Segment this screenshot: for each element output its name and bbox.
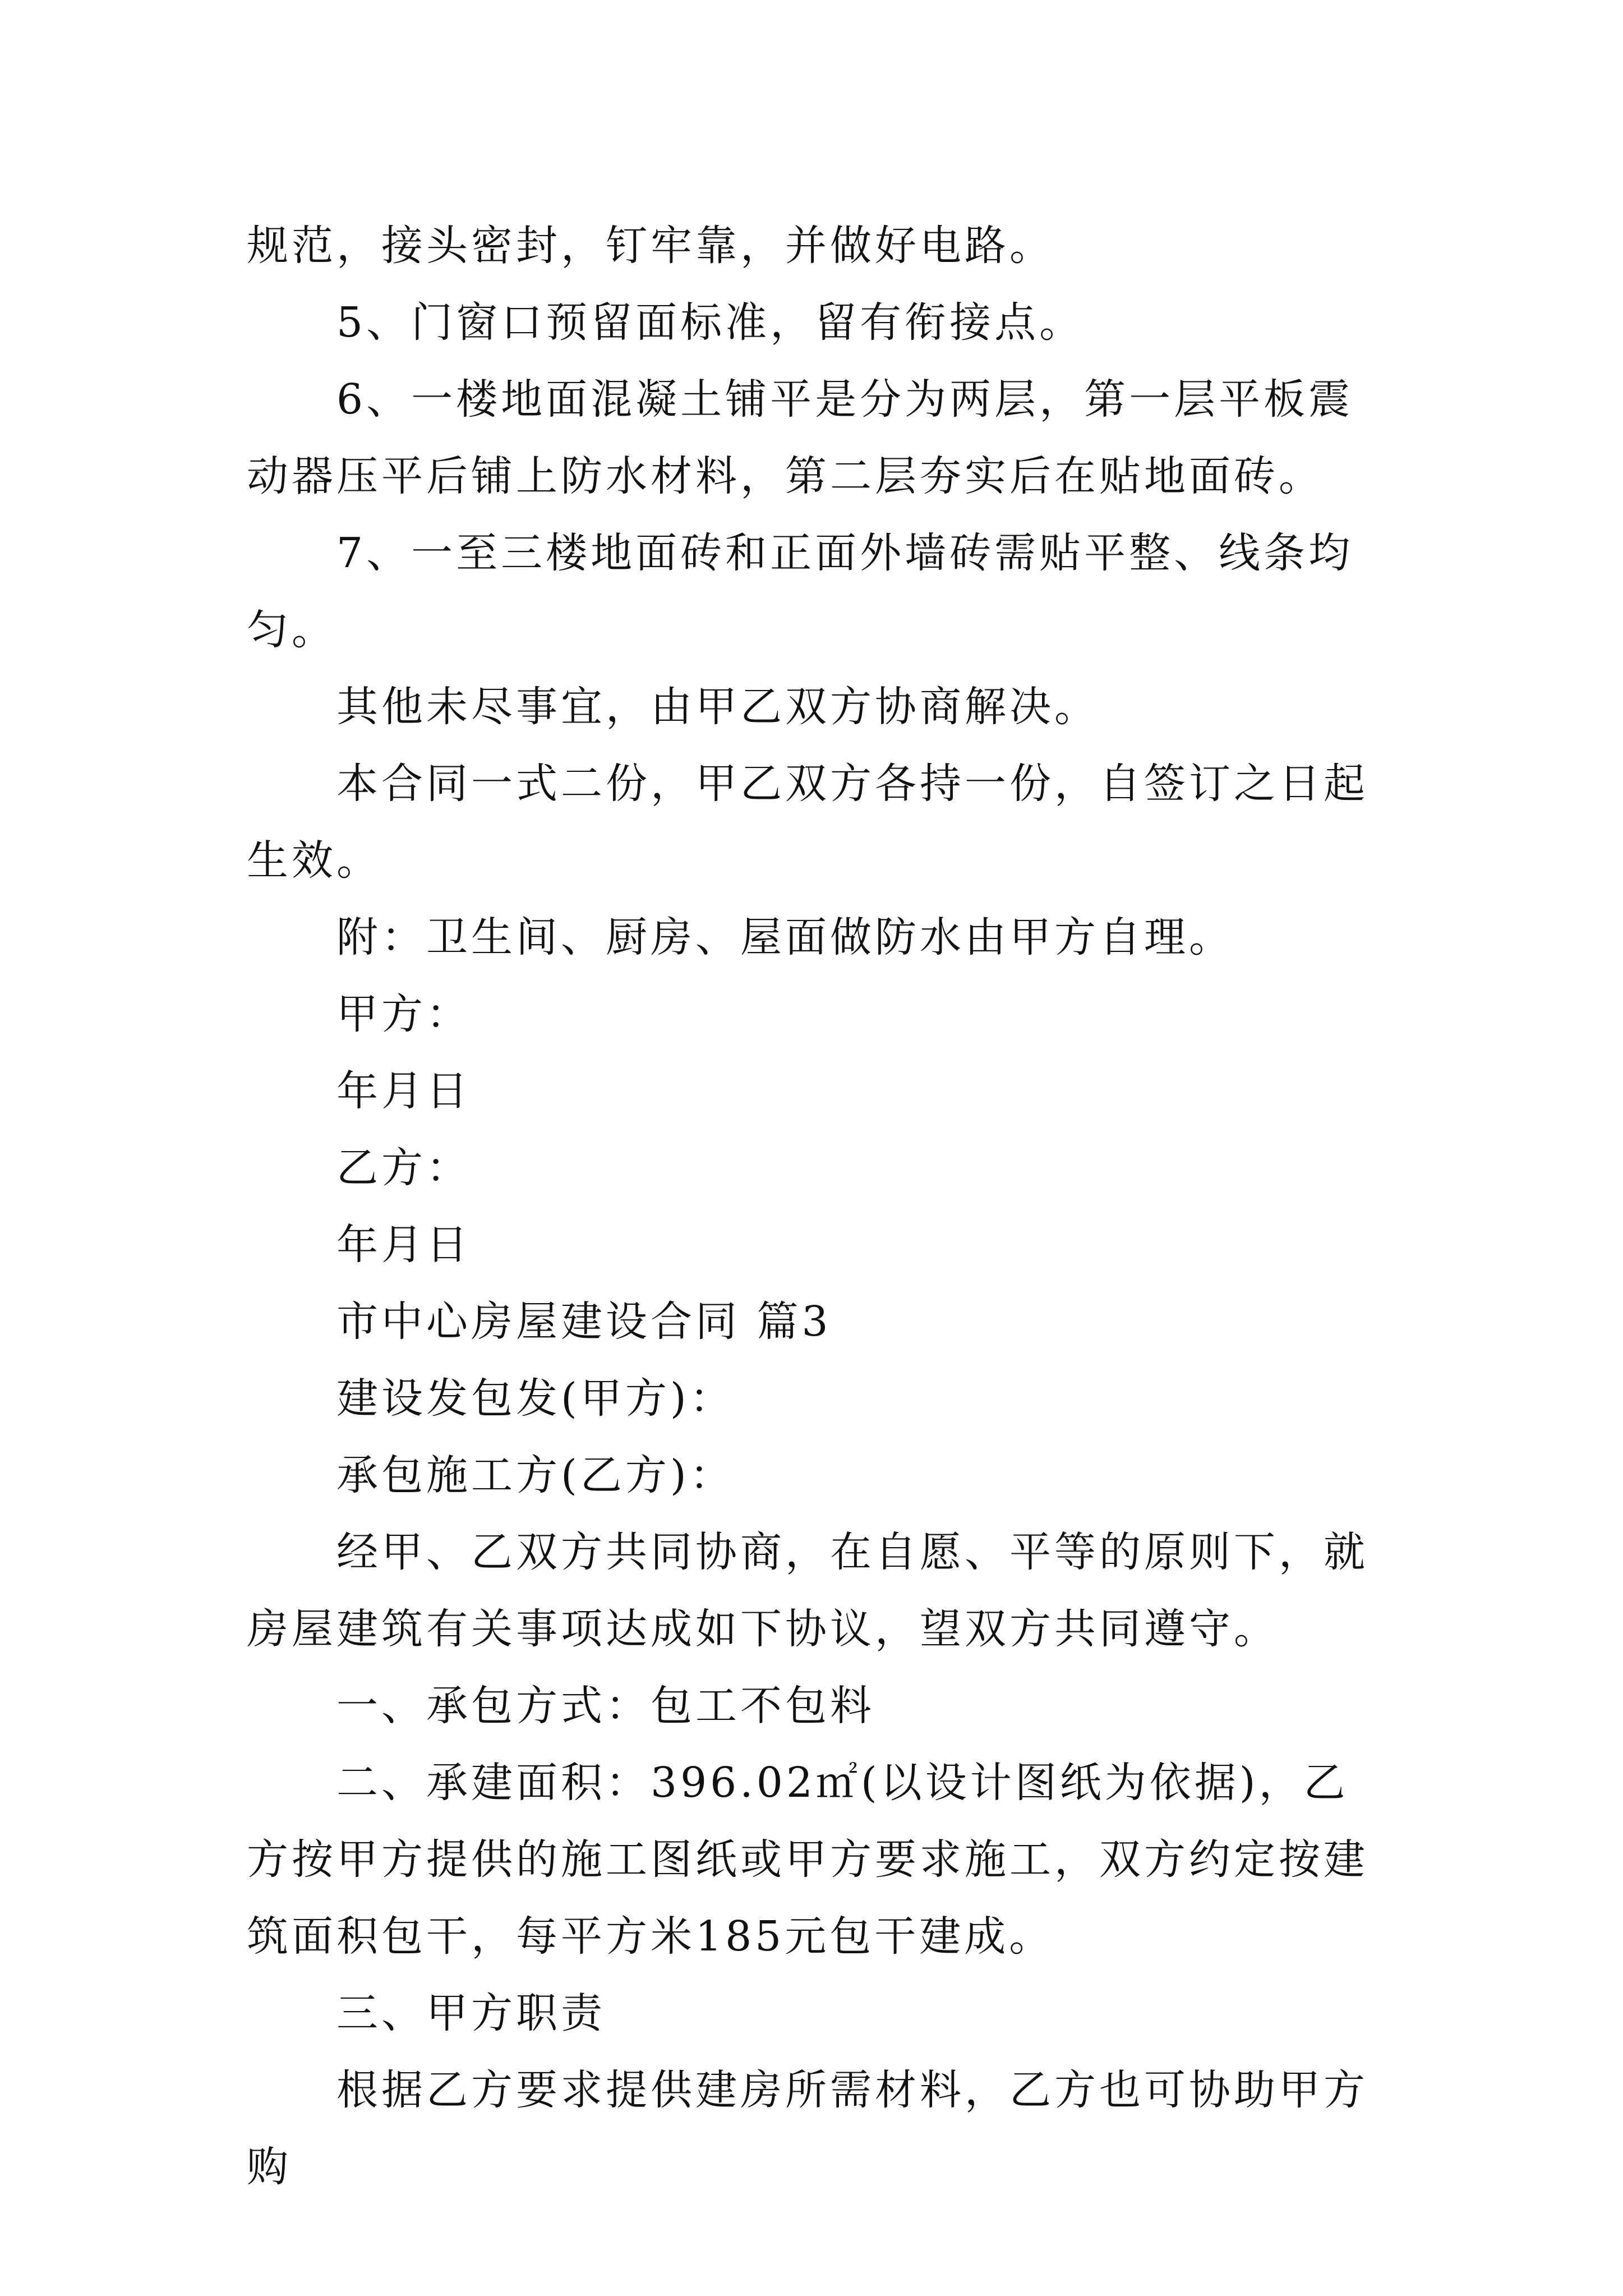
- paragraph: 经甲、乙双方共同协商，在自愿、平等的原则下，就房屋建筑有关事项达成如下协议，望双方共同遵守。: [247, 1528, 1368, 1653]
- paragraph: 根据乙方要求提供建房所需材料，乙方也可协助甲方购: [247, 2066, 1368, 2191]
- paragraph: 附：卫生间、厨房、屋面做防水由甲方自理。: [336, 913, 1234, 961]
- paragraph: 5、门窗口预留面标准，留有衔接点。: [336, 298, 1085, 347]
- paragraph: 承包施工方(乙方)：: [336, 1451, 735, 1499]
- party-a-label: 甲方：: [336, 990, 471, 1038]
- section-title: 市中心房屋建设合同 篇3: [336, 1297, 832, 1346]
- paragraph: 规范，接头密封，钉牢靠，并做好电路。: [247, 222, 1054, 270]
- party-b-label: 乙方：: [336, 1144, 471, 1192]
- paragraph: 其他未尽事宜，由甲乙双方协商解决。: [336, 683, 1099, 731]
- paragraph: 三、甲方职责: [336, 1989, 606, 2037]
- paragraph: 一、承包方式：包工不包料: [336, 1682, 875, 1730]
- document-body: [247, 208, 1385, 2206]
- paragraph: 本合同一式二份，甲乙双方各持一份，自签订之日起生效。: [247, 760, 1368, 885]
- paragraph: 6、一楼地面混凝土铺平是分为两层，第一层平板震动器压平后铺上防水材料，第二层夯实后在贴地面砖。: [247, 375, 1354, 500]
- paragraph: 7、一至三楼地面砖和正面外墙砖需贴平整、线条均匀。: [247, 529, 1354, 654]
- paragraph: 建设发包发(甲方)：: [336, 1374, 735, 1423]
- date-line: 年月日: [336, 1067, 471, 1115]
- paragraph: 二、承建面积：396.02㎡(以设计图纸为依据)，乙方按甲方提供的施工图纸或甲方要求施工，双方约定按建筑面积包干，每平方米185元包干建成。: [247, 1759, 1368, 1961]
- date-line: 年月日: [336, 1221, 471, 1269]
